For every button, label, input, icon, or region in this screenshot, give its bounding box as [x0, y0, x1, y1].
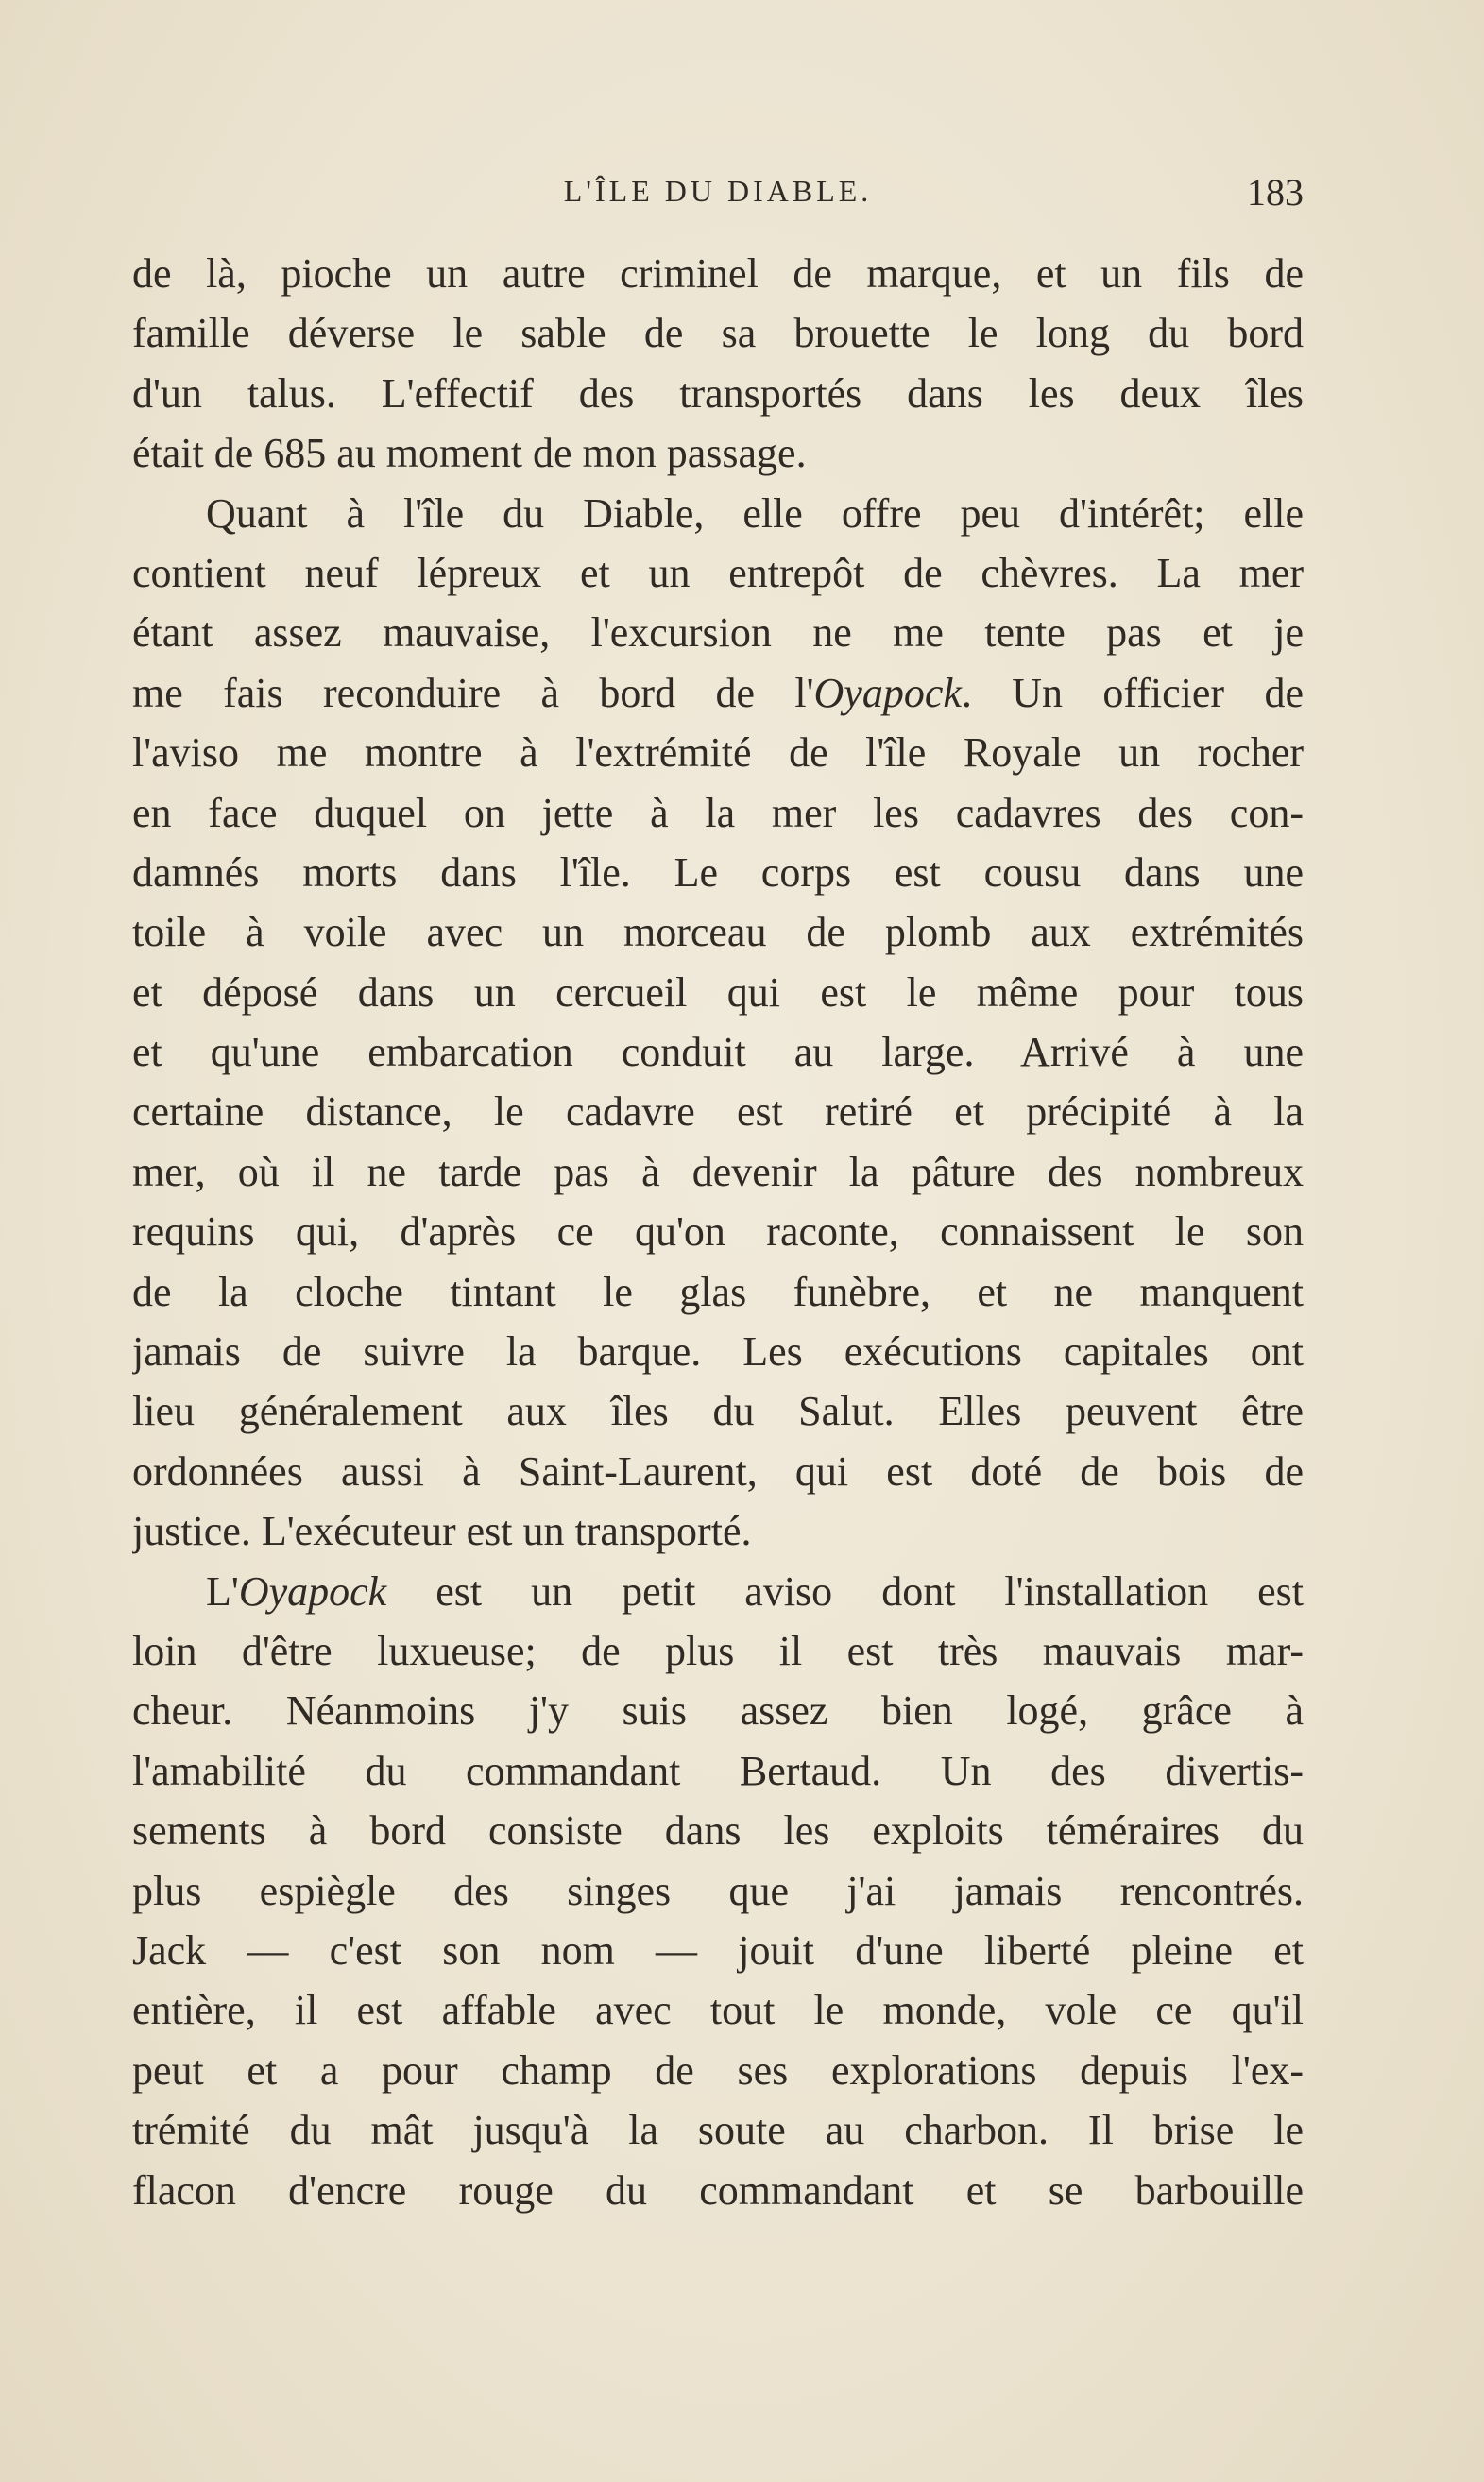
text-line: entière, il est affable avec tout le monde, vole ce qu'il: [132, 1987, 1304, 2034]
text-line: étant assez mauvaise, l'excursion ne me tente pas et je: [132, 609, 1304, 657]
text-line: trémité du mât jusqu'à la soute au charbon. Il brise le: [132, 2107, 1304, 2154]
text-line: ordonnées aussi à Saint-Laurent, qui est doté de bois de: [132, 1447, 1304, 1495]
text-line: lieu généralement aux îles du Salut. Elles peuvent être: [132, 1388, 1304, 1435]
text-line: était de 685 au moment de mon passage.: [132, 430, 807, 477]
text-line: toile à voile avec un morceau de plomb aux extrémités: [132, 909, 1304, 956]
text-line: de la cloche tintant le glas funèbre, et ne manquent: [132, 1268, 1304, 1315]
text-line: L'Oyapock est un petit aviso dont l'installation est: [206, 1567, 1304, 1615]
page-number: 183: [1247, 171, 1304, 214]
text-line: et qu'une embarcation conduit au large. Arrivé à une: [132, 1029, 1304, 1076]
text-line: loin d'être luxueuse; de plus il est très mauvais mar-: [132, 1627, 1304, 1674]
text-line: damnés morts dans l'île. Le corps est cousu dans une: [132, 848, 1304, 896]
text-line: l'aviso me montre à l'extrémité de l'île Royale un rocher: [132, 729, 1304, 777]
text-line: mer, où il ne tarde pas à devenir la pâture des nombreux: [132, 1148, 1304, 1195]
text-line: en face duquel on jette à la mer les cadavres des con-: [132, 789, 1304, 836]
text-line: et déposé dans un cercueil qui est le même pour tous: [132, 968, 1304, 1016]
text-line: l'amabilité du commandant Bertaud. Un des divertis-: [132, 1747, 1304, 1794]
text-line: flacon d'encre rouge du commandant et se barbouille: [132, 2166, 1304, 2214]
text-line: certaine distance, le cadavre est retiré et précipité à la: [132, 1088, 1304, 1136]
text-line: Quant à l'île du Diable, elle offre peu d'intérêt; elle: [206, 489, 1304, 537]
text-line: plus espiègle des singes que j'ai jamais rencontrés.: [132, 1867, 1304, 1914]
running-title: L'ÎLE DU DIABLE.: [563, 174, 873, 208]
text-line: Jack — c'est son nom — jouit d'une liberté pleine et: [132, 1926, 1304, 1974]
body-text: [132, 244, 1304, 2220]
text-line: me fais reconduire à bord de l'Oyapock. Un officier de: [132, 669, 1304, 716]
text-line: peut et a pour champ de ses explorations depuis l'ex-: [132, 2046, 1304, 2094]
text-line: sements à bord consiste dans les exploits téméraires du: [132, 1807, 1304, 1855]
text-line: de là, pioche un autre criminel de marque, et un fils de: [132, 250, 1304, 297]
text-line: justice. L'exécuteur est un transporté.: [132, 1508, 752, 1555]
text-line: contient neuf lépreux et un entrepôt de chèvres. La mer: [132, 549, 1304, 596]
text-line: cheur. Néanmoins j'y suis assez bien logé, grâce à: [132, 1687, 1304, 1735]
text-line: d'un talus. L'effectif des transportés dans les deux îles: [132, 369, 1304, 417]
text-line: jamais de suivre la barque. Les exécutions capitales ont: [132, 1328, 1304, 1376]
text-line: famille déverse le sable de sa brouette le long du bord: [132, 310, 1304, 357]
text-line: requins qui, d'après ce qu'on raconte, connaissent le son: [132, 1208, 1304, 1256]
page-header: [132, 170, 1304, 217]
